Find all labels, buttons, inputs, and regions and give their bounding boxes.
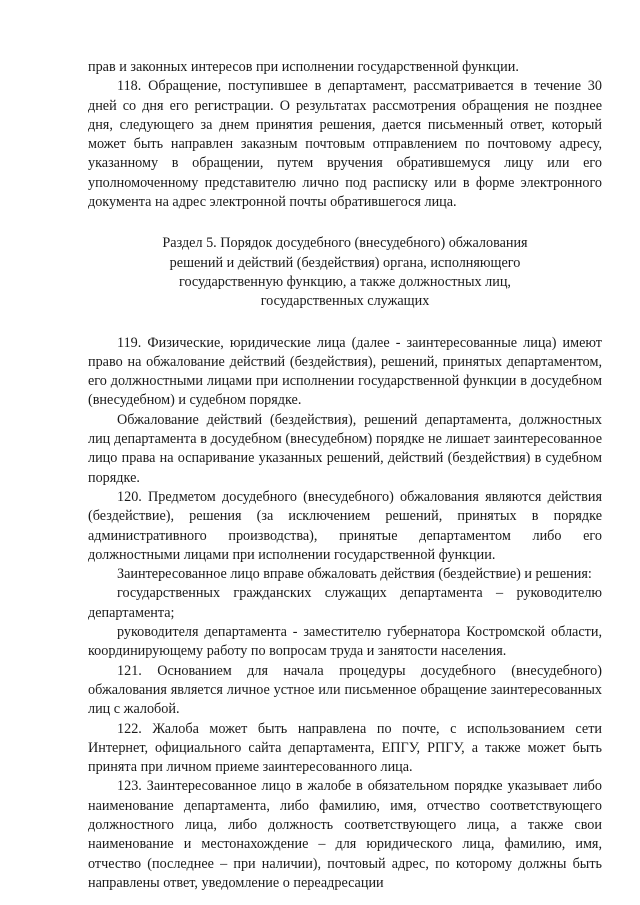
paragraph-p119b: Обжалование действий (бездействия), решений департамента, должностных лиц департамента в досудебном (внесудебном) порядке не лишает заинтересованное лицо права на оспаривание указанных решений, действий (бездействия) в судебном порядке. <box>88 411 602 486</box>
paragraph-p121: 121. Основанием для начала процедуры досудебного (внесудебного) обжалования является личное устное или письменное обращение заинтересованных лиц с жалобой. <box>88 662 602 718</box>
paragraphs-top <box>88 58 602 212</box>
paragraph-p120d: руководителя департамента - заместителю губернатора Костромской области, координирующему работу по вопросам труда и занятости населения. <box>88 624 602 660</box>
section-title <box>88 234 602 311</box>
paragraph-p118: 118. Обращение, поступившее в департамент, рассматривается в течение 30 дней со дня его регистрации. О результатах рассмотрения обращения не позднее дня, следующего за днем принятия решения, дается письменный ответ, который может быть направлен заказным почтовым отправлением по почтовому адресу, указанному в обращении, путем вручения обратившемуся лицу или его уполномоченному представителю лично под расписку или в форме электронного документа на адрес электронной почты обратившегося лица. <box>88 78 602 211</box>
paragraph-p119: 119. Физические, юридические лица (далее - заинтересованные лица) имеют право на обжалование действий (бездействия), решений, принятых департаментом, его должностными лицами при исполнении государственной функции в досудебном (внесудебном) и судебном порядке. <box>88 334 602 409</box>
paragraph-p120b: Заинтересованное лицо вправе обжаловать действия (бездействие) и решения: <box>117 566 592 583</box>
section-title-line-4: государственных служащих <box>260 293 430 310</box>
section-title-line-3: государственную функцию, а также должностных лиц, <box>179 273 511 290</box>
section-title-line-1: Раздел 5. Порядок досудебного (внесудебного) обжалования <box>162 235 528 252</box>
paragraphs-bottom <box>88 334 602 894</box>
paragraph-p120: 120. Предметом досудебного (внесудебного) обжалования являются действия (бездействие), решения (за исключением решений, принятых в порядке административного производства), принятые департаментом либо его должностными лицами при исполнении государственной функции. <box>88 488 602 563</box>
paragraph-p123: 123. Заинтересованное лицо в жалобе в обязательном порядке указывает либо наименование департамента, либо фамилию, имя, отчество соответствующего должностного лица, либо должность соответствующего лица, а также свои наименование и местонахождение – для юридического лица, фамилию, имя, отчество (последнее – при наличии), почтовый адрес, по которому должны быть направлены ответ, уведомление о переадресации <box>88 778 602 891</box>
section-title-line-2: решений и действий (бездействия) органа, исполняющего <box>169 254 521 271</box>
document-page <box>88 58 602 893</box>
paragraph-p120c: государственных гражданских служащих департамента – руководителю департамента; <box>88 585 602 621</box>
paragraph-p122: 122. Жалоба может быть направлена по почте, с использованием сети Интернет, официального сайта департамента, ЕПГУ, РПГУ, а также может быть принята при личном приеме заинтересованного лица. <box>88 720 602 776</box>
paragraph-p0: прав и законных интересов при исполнении государственной функции. <box>88 59 519 75</box>
